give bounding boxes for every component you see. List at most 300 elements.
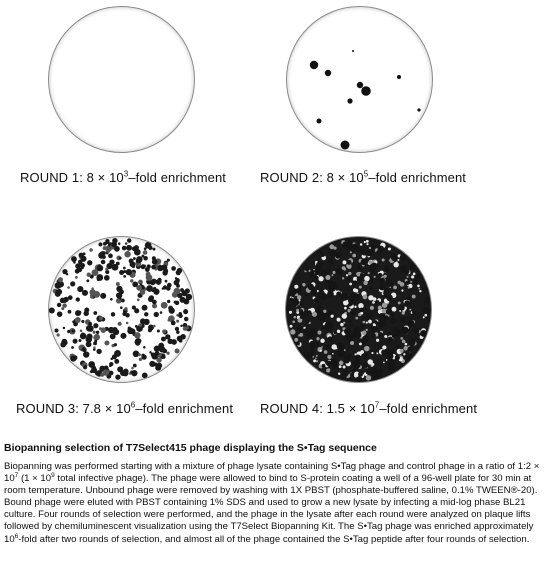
caption-round-3-tail: –fold enrichment [135,401,234,416]
plaque [155,365,161,371]
plaque [349,283,352,286]
plaque [116,286,122,292]
plaque [411,275,414,278]
plaque [305,267,309,271]
plaque [365,336,369,340]
plaque [360,312,363,315]
plaque [175,328,178,331]
plaque [175,349,180,354]
plaque [306,319,310,323]
plaque [149,361,155,367]
plaque [87,260,92,265]
plaque [175,278,180,283]
plaque [162,329,166,333]
plaque [292,321,295,324]
plaque [62,269,67,274]
plaque [136,338,141,343]
figure-title: Biopanning selection of T7Select415 phage displaying the S•Tag sequence [4,442,377,454]
plaque [366,313,372,319]
plaque [327,268,331,272]
plaque [352,50,354,52]
plaque [101,260,106,265]
plaque [96,349,101,354]
plaque [317,119,322,124]
plaque [57,311,63,317]
plaque [348,272,351,275]
plaque [128,327,131,330]
plaque [337,318,341,322]
plaque [93,291,100,298]
plaque [331,359,338,366]
plaque [361,325,364,328]
plaque [343,322,345,324]
plaque [370,277,373,280]
plaque [387,306,390,309]
plaque [114,343,117,346]
plaque [167,300,170,303]
plaque [316,337,319,340]
plaque [350,251,352,253]
plaque [313,359,316,362]
plaque [290,325,293,328]
plaque [320,350,322,352]
plaque [76,297,80,301]
plaque [403,346,407,350]
plaque [345,350,348,353]
plaque [353,288,357,292]
plaque [80,263,85,268]
plaque [364,346,370,352]
plaque [366,243,368,245]
plaque [350,324,353,327]
plaque [409,264,416,271]
description-exponent-2: 9 [51,471,55,479]
plaque [332,336,335,339]
plaque [119,297,122,300]
plaque [408,346,414,352]
plaque [342,370,349,377]
plate-round-2 [286,6,433,153]
plaque [382,302,387,307]
plaque [143,319,149,325]
plaque [413,328,419,334]
plaque [146,285,153,292]
plaque [358,303,364,309]
plaque [331,274,333,276]
plaque [408,320,415,327]
plaque [366,375,371,380]
plaque [358,372,363,377]
figure-description [4,461,546,546]
plaque [341,141,350,150]
plaque [407,276,409,278]
plaque [99,327,102,330]
plaque [318,276,323,281]
plaque [371,263,378,270]
plaque [371,244,375,248]
plaque [338,373,340,375]
plaque [79,253,84,258]
plaque [343,300,348,305]
plaque [347,98,352,103]
plaque [141,354,145,358]
plaque [400,337,403,340]
plaque [313,298,319,304]
plaque [120,306,123,309]
plaque [160,311,163,314]
plaque [371,333,376,338]
plaque [70,281,75,286]
plaque [347,277,351,281]
plaque [350,373,353,376]
plaque [311,291,316,296]
plaque [142,255,145,258]
plaque [423,307,428,312]
plaque [347,260,352,265]
plaque [140,289,146,295]
plaque [326,327,330,331]
plaque [365,246,368,249]
plaque [148,328,152,332]
plaque [348,303,351,306]
plaque [363,295,368,300]
plaque [93,346,95,348]
plaque [106,248,111,253]
plaque [121,299,125,303]
plaque [356,272,360,276]
plaque [297,305,300,308]
plaque [57,303,61,307]
plaque [356,376,362,382]
plaque [118,322,122,326]
plaque [342,313,347,318]
plaque [55,290,59,294]
plaque [379,278,385,284]
plaque [122,246,127,251]
plaque [86,325,93,332]
plaque [104,341,109,346]
description-part-4: -fold after two rounds of selection, and almost all of the phage contained the S•Tag peptide after four rounds of selection. [18,533,530,545]
plaque [56,333,59,336]
plaque [329,250,336,257]
plaque [320,339,324,343]
plaque [378,273,382,277]
plaque [67,286,70,289]
plate-round-2-plaques [287,7,432,152]
plaque [328,258,334,264]
plaque [327,284,330,287]
plate-round-4-plaques [286,237,431,382]
plaque [329,323,334,328]
plaque [387,358,395,366]
caption-round-3-text: ROUND 3: 7.8 × 10 [16,401,131,416]
plaque [417,108,420,111]
plaque [297,295,301,299]
plaque [162,270,167,275]
plaque [329,244,334,249]
caption-round-2-exponent: 5 [363,169,369,179]
plaque [161,302,168,309]
plaque [339,365,342,368]
plaque [151,352,155,356]
plaque [376,352,378,354]
plaque [383,315,389,321]
plaque [82,347,87,352]
plaque [416,274,421,279]
plaque [143,346,146,349]
plaque [402,340,406,344]
plaque [157,329,160,332]
plaque [354,306,356,308]
plaque [70,356,76,362]
plaque [360,243,362,245]
plaque [133,364,137,368]
plaque [106,328,109,331]
plaque [310,328,317,335]
caption-round-1-tail: –fold enrichment [128,170,227,185]
plaque [305,293,308,296]
plaque [423,316,425,318]
plaque [419,290,421,292]
plaque [88,322,92,326]
plaque [297,325,304,332]
plaque [384,295,388,299]
plaque [166,352,169,355]
plaque [316,355,318,357]
plaque [78,311,82,315]
plaque [362,331,367,336]
plaque [318,290,325,297]
plaque [351,361,356,366]
plaque [86,341,92,347]
plaque [326,344,331,349]
plaque [364,241,366,243]
plaque [109,364,112,367]
plaque [299,302,303,306]
plaque [357,82,363,88]
plaque [344,357,350,363]
plaque [308,351,314,357]
plaque [362,362,368,368]
plaque [332,353,334,355]
plaque [142,373,148,379]
plaque [369,286,373,290]
plaque [366,240,369,243]
plaque [108,253,113,258]
plaque [331,344,336,349]
plaque [376,300,379,303]
plaque [332,271,335,274]
caption-round-4 [260,401,477,416]
plaque [392,327,399,334]
plaque [422,287,429,294]
plaque [401,327,409,335]
plaque [86,279,89,282]
plaque [349,246,353,250]
plate-round-1-plaques [49,7,194,152]
plaque [393,262,398,267]
plaque [292,299,299,306]
plaque [304,328,307,331]
plaque [388,337,393,342]
plaque [82,290,88,296]
plaque [171,320,176,325]
plaque [180,325,182,327]
plaque [112,264,119,271]
plaque [88,361,95,368]
plaque [153,287,156,290]
plate-round-3-plaques [49,237,194,382]
plaque [374,320,377,323]
plaque [371,326,378,333]
plaque [357,265,363,271]
plaque [404,269,409,274]
plate-round-1 [48,6,195,153]
plate-round-3 [48,236,195,383]
plaque [337,343,344,350]
plaque [392,307,397,312]
plaque [364,276,369,281]
plaque [391,254,398,261]
plaque [133,257,136,260]
plaque [418,288,420,290]
plaque [366,369,372,375]
plaque [177,336,183,342]
plate-round-4 [285,236,432,383]
plaque [321,346,323,348]
plaque [317,261,321,265]
plaque [359,342,362,345]
plaque [317,331,321,335]
plaque [359,308,363,312]
plaque [105,372,108,375]
plaque [157,265,163,271]
plaque [424,297,430,303]
plaque [75,263,81,269]
plaque [72,257,76,261]
plaque [292,290,297,295]
plaque [361,86,371,96]
plaque [307,310,311,314]
plaque [323,310,326,313]
plaque [327,355,331,359]
plaque [105,268,108,271]
plaque [290,329,295,334]
plaque [299,333,303,337]
plaque [354,374,357,377]
plaque [134,308,139,313]
plaque [316,360,318,362]
plaque [373,297,377,301]
plaque [349,320,352,323]
plaque [350,310,355,315]
plaque [114,359,119,364]
plaque [68,310,72,314]
plaque [366,249,373,256]
plaque [326,368,330,372]
plaque [334,331,338,335]
plaque [372,301,375,304]
plaque [342,277,344,279]
plaque [396,345,400,349]
plaque [83,365,87,369]
plaque [137,252,139,254]
plaque [384,335,387,338]
plaque [397,259,399,261]
plaque [104,275,110,281]
caption-round-1-exponent: 3 [123,169,129,179]
plaque [344,307,347,310]
plaque [366,329,368,331]
plaque [357,276,363,282]
caption-round-2 [260,170,466,185]
plaque [120,333,126,339]
plaque [399,305,405,311]
plaque [96,331,99,334]
plaque [130,279,133,282]
plaque [71,346,74,349]
plaque [176,270,181,275]
plaque [328,336,333,341]
plaque [386,280,393,287]
plaque [353,327,361,335]
plaque [111,312,115,316]
plaque [81,320,84,323]
plaque [75,276,78,279]
plaque [340,323,343,326]
plaque [149,295,154,300]
plaque [339,361,344,366]
plaque [398,302,401,305]
plaque [369,247,371,249]
plaque [134,245,139,250]
plaque [167,259,170,262]
caption-round-1-text: ROUND 1: 8 × 10 [20,170,124,185]
plaque [324,350,328,354]
plaque [379,308,382,311]
plaque [377,369,383,375]
caption-round-3 [16,401,233,416]
plaque [67,330,70,333]
plaque [139,358,142,361]
plaque [125,242,127,244]
plaque [322,364,326,368]
plaque [94,340,97,343]
plaque [344,328,351,335]
plaque [114,350,121,357]
plaque [99,316,103,320]
plaque [346,274,348,276]
plaque [310,346,314,350]
plaque [289,311,292,314]
plaque [126,269,132,275]
plaque [413,272,416,275]
plaque [342,260,346,264]
plaque [353,369,356,372]
plaque [93,336,97,340]
plaque [111,241,117,247]
plaque [327,291,334,298]
plaque [151,265,156,270]
plaque [174,301,177,304]
plaque [179,312,182,315]
plaque [406,281,410,285]
plaque [409,309,411,311]
plaque [309,273,314,278]
plaque [408,287,410,289]
plaque [80,329,83,332]
plaque [343,366,346,369]
